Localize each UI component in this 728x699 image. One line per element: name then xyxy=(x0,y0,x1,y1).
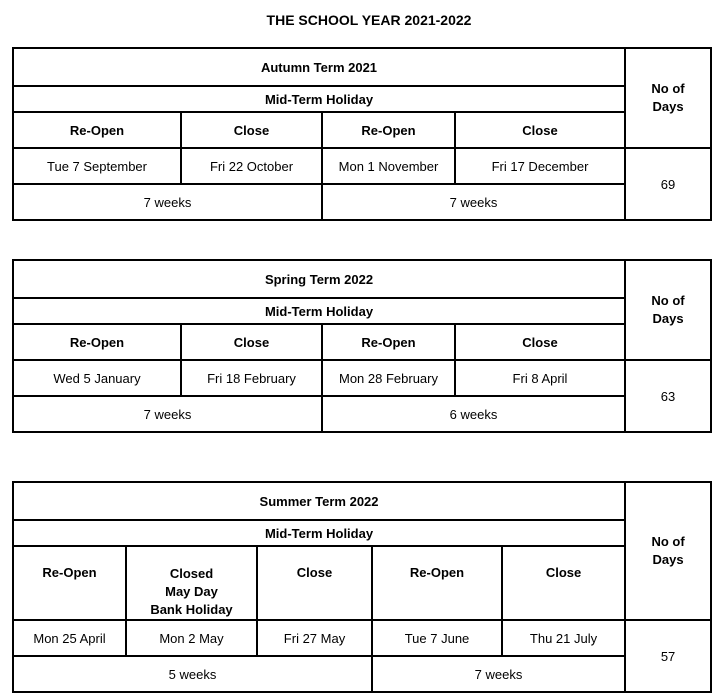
header-close: Close xyxy=(455,112,625,148)
spring-term-table xyxy=(12,259,712,433)
date-cell: Fri 17 December xyxy=(455,148,625,184)
days-count: 69 xyxy=(625,148,711,220)
midterm-holiday-header: Mid-Term Holiday xyxy=(13,86,625,112)
term-name: Summer Term 2022 xyxy=(13,482,625,520)
header-closed-line2: May Day xyxy=(165,584,218,599)
date-cell: Tue 7 June xyxy=(372,620,502,656)
no-of-days-label-line2: Days xyxy=(652,99,684,114)
term-name: Autumn Term 2021 xyxy=(13,48,625,86)
date-cell: Thu 21 July xyxy=(502,620,625,656)
weeks-cell: 7 weeks xyxy=(13,396,322,432)
header-closed-line3: Bank Holiday xyxy=(150,602,233,617)
date-cell: Mon 1 November xyxy=(322,148,455,184)
weeks-cell: 7 weeks xyxy=(372,656,625,692)
no-of-days-label-line1: No of xyxy=(651,81,685,96)
header-close: Close xyxy=(181,324,322,360)
header-close: Close xyxy=(257,546,372,620)
days-count: 63 xyxy=(625,360,711,432)
no-of-days-header xyxy=(625,482,711,620)
no-of-days-label-line1: No of xyxy=(651,534,685,549)
term-name: Spring Term 2022 xyxy=(13,260,625,298)
date-cell: Fri 18 February xyxy=(181,360,322,396)
date-cell: Fri 8 April xyxy=(455,360,625,396)
header-close: Close xyxy=(181,112,322,148)
date-cell: Mon 28 February xyxy=(322,360,455,396)
date-cell: Tue 7 September xyxy=(13,148,181,184)
header-closed-line1: Closed xyxy=(169,566,214,581)
weeks-cell: 7 weeks xyxy=(322,184,625,220)
date-cell: Fri 27 May xyxy=(257,620,372,656)
no-of-days-label-line2: Days xyxy=(652,552,684,567)
header-reopen: Re-Open xyxy=(322,324,455,360)
header-reopen: Re-Open xyxy=(13,324,181,360)
weeks-cell: 5 weeks xyxy=(13,656,372,692)
header-reopen: Re-Open xyxy=(322,112,455,148)
midterm-holiday-header: Mid-Term Holiday xyxy=(13,520,625,546)
page-title: THE SCHOOL YEAR 2021-2022 xyxy=(266,12,472,28)
no-of-days-header xyxy=(625,48,711,148)
weeks-cell: 7 weeks xyxy=(13,184,322,220)
summer-term-table xyxy=(12,481,712,693)
date-cell: Mon 2 May xyxy=(126,620,257,656)
no-of-days-label-line1: No of xyxy=(651,293,685,308)
date-cell: Mon 25 April xyxy=(13,620,126,656)
autumn-term-table xyxy=(12,47,712,221)
header-closed-may-day xyxy=(126,546,257,620)
no-of-days-header xyxy=(625,260,711,360)
date-cell: Fri 22 October xyxy=(181,148,322,184)
days-count: 57 xyxy=(625,620,711,692)
no-of-days-label-line2: Days xyxy=(652,311,684,326)
header-reopen: Re-Open xyxy=(13,112,181,148)
header-reopen: Re-Open xyxy=(372,546,502,620)
date-cell: Wed 5 January xyxy=(13,360,181,396)
header-reopen: Re-Open xyxy=(13,546,126,620)
midterm-holiday-header: Mid-Term Holiday xyxy=(13,298,625,324)
header-close: Close xyxy=(502,546,625,620)
header-close: Close xyxy=(455,324,625,360)
weeks-cell: 6 weeks xyxy=(322,396,625,432)
